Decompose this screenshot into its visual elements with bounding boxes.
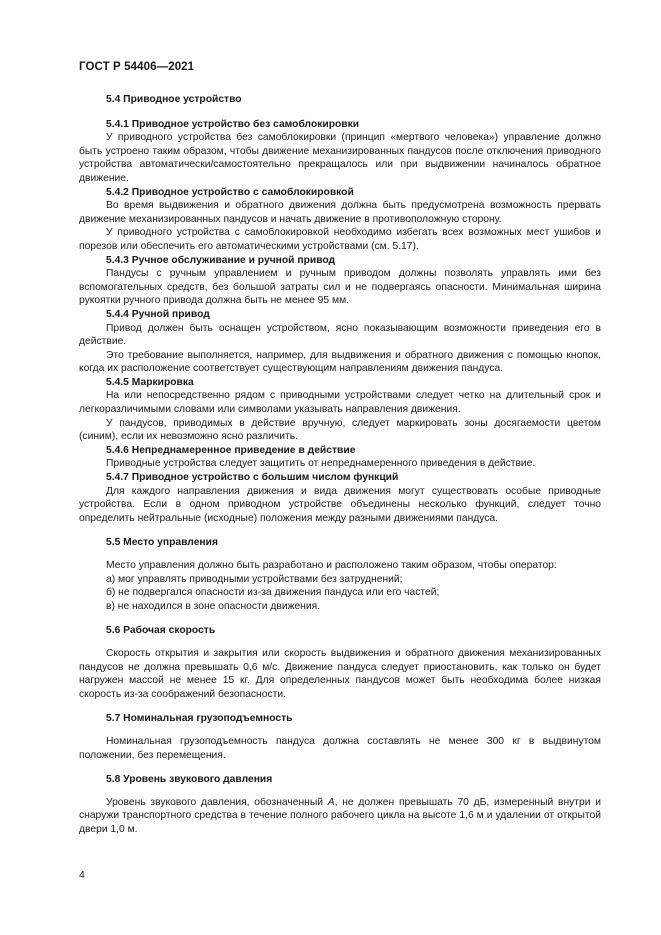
paragraph: Это требование выполняется, например, для выдвижения и обратного движения с помощью кнопок, когда их расположение соответствует существующим направлениям движения пандуса. [79, 349, 601, 375]
section-5-8-title: 5.8 Уровень звукового давления [106, 774, 273, 786]
section-5-4-2-title: 5.4.2 Приводное устройство с самоблокировкой [106, 186, 354, 198]
variable-a: A [327, 796, 335, 808]
section-5-4-7-title: 5.4.7 Приводное устройство с большим числом функций [106, 472, 399, 484]
paragraph: Приводные устройства следует защитить от непреднамеренного приведения в действие. [106, 458, 536, 470]
paragraph [79, 796, 601, 837]
paragraph: Номинальная грузоподъемность пандуса должна составлять не менее 300 кг в выдвинутом положении, без перемещения. [79, 735, 601, 761]
paragraph: На или непосредственно рядом с приводными устройствами следует четко на длительный срок и легкоразличимыми словами или символами указывать направления движения. [79, 390, 601, 416]
text-run: Уровень звукового давления, обозначенный [106, 796, 328, 808]
paragraph: Пандусы с ручным управлением и ручным приводом должны позволять управлять ими без вспомогательных средств, без большой затраты сил и не подвергаясь опасности. Минимальная ширина рукоятки ручного привода должна быть не менее 95 мм. [79, 268, 601, 307]
text-run: , не должен превышать 70 дБ, измеренный внутри и снаружи транспортного средства в течение полного рабочего цикла на высоте 1,6 м и удалении от открытой двери 1,0 м. [79, 796, 601, 835]
section-5-4-1-title: 5.4.1 Приводное устройство без самоблокировки [106, 118, 360, 130]
section-5-4-title: 5.4 Приводное устройство [106, 94, 242, 105]
section-5-6-title: 5.6 Рабочая скорость [106, 625, 216, 637]
paragraph: Привод должен быть оснащен устройством, ясно показывающим возможности приведения его в действие. [79, 322, 601, 348]
paragraph: Скорость открытия и закрытия или скорость выдвижения и обратного движения механизированных пандусов не должна превышать 0,6 м/с. Движение пандуса следует приостановить, как только он будет нагружен массой не менее 15 кг. Для определенных пандусов может быть необходима более низкая скорость из-за соображений безопасности. [79, 647, 601, 700]
section-5-4-3-title: 5.4.3 Ручное обслуживание и ручной привод [106, 254, 336, 266]
list-item: б) не подвергался опасности из-за движения пандуса или его частей; [106, 587, 440, 599]
list-item: а) мог управлять приводными устройствами без затруднений; [106, 573, 403, 585]
paragraph: У приводного устройства без самоблокировки (принцип «мертвого человека») управление должно быть устроено таким образом, чтобы движение механизированных пандусов после отключения приводного устройства автоматически/самостоятельно прекращалось или при выдвижении начиналось обратное движение. [79, 132, 601, 184]
document-body [79, 93, 601, 837]
section-5-4-6-title: 5.4.6 Непреднамеренное приведение в действие [106, 444, 356, 456]
section-5-4-5-title: 5.4.5 Маркировка [106, 376, 194, 388]
paragraph: Для каждого направления движения и вида движения могут существовать особые приводные устройства. Если в одном приводном устройстве объединены несколько функций, следует точно определить нейтральные (исходные) положения между разными движениями пандуса. [79, 485, 601, 524]
document-code: ГОСТ Р 54406—2021 [79, 61, 195, 73]
section-5-4-4-title: 5.4.4 Ручной привод [106, 308, 210, 320]
paragraph: Во время выдвижения и обратного движения должна быть предусмотрена возможность прервать движение механизированных пандусов и начать движение в противоположную сторону. [79, 200, 601, 225]
section-5-5-title: 5.5 Место управления [106, 537, 218, 549]
list-item: в) не находился в зоне опасности движения. [106, 600, 321, 612]
paragraph: Место управления должно быть разработано и расположено таким образом, чтобы оператор: [106, 560, 557, 571]
page-number: 4 [79, 870, 85, 881]
paragraph: У пандусов, приводимых в действие вручную, следует маркировать зоны досягаемости цветом (синим), если их невозможно ясно различить. [79, 417, 601, 443]
section-5-7-title: 5.7 Номинальная грузоподъемность [106, 713, 293, 725]
paragraph: У приводного устройства с самоблокировкой необходимо избегать всех возможных мест ушибов и порезов или обеспечить его автоматическими устройствами (см. 5.17). [79, 227, 601, 252]
